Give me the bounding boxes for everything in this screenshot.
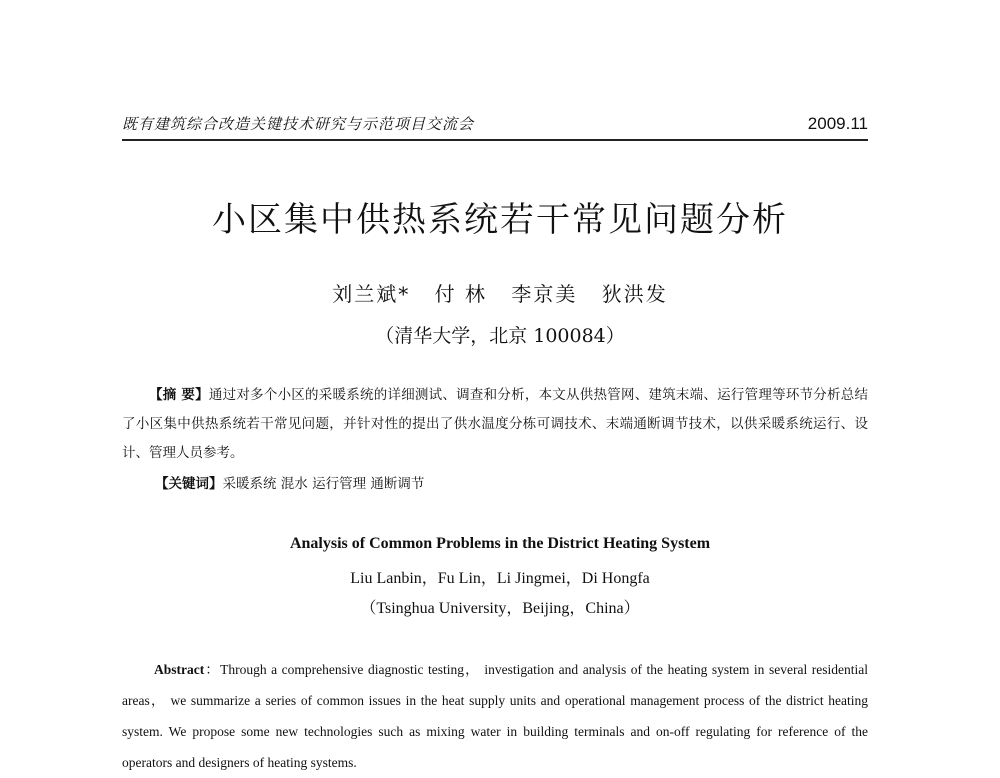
abstract-cn-text: 通过对多个小区的采暖系统的详细测试、调查和分析，本文从供热管网、建筑末端、运行管理等环节分析总结了小区集中供热系统若干常见问题，并针对性的提出了供水温度分栋可调技术、末端通断调节技术，以供采暖系统运行、设计、管理人员参考。: [122, 387, 869, 461]
header-rule: [122, 139, 868, 141]
author-cn: 刘兰斌*: [332, 282, 411, 306]
affiliation-cn: （清华大学，北京 100084）: [375, 325, 625, 347]
abstract-cn: [122, 381, 868, 468]
abstract-en-text: ：Through a comprehensive diagnostic testing， investigation and analysis of the heating system in several residential areas， we summarize a series of common issues in the heat supply units and operational management process of the district heating system. We propose some new technologies such as mixing water in building terminals and on-off regulating for reference of the operators and designers of heating systems.: [122, 662, 868, 770]
abstract-cn-label: 【摘 要】: [149, 387, 209, 403]
keywords-cn-text: 采暖系统 混水 运行管理 通断调节: [222, 476, 425, 492]
abstract-en-label: Abstract: [154, 662, 205, 677]
author-cn: 李京美: [511, 282, 578, 306]
author-list-en: Liu Lanbin，Fu Lin，Li Jingmei，Di Hongfa: [350, 570, 650, 587]
journal-name: 既有建筑综合改造关键技术研究与示范项目交流会: [122, 115, 475, 133]
author-list-cn: [0, 278, 1000, 307]
paper-title-en: Analysis of Common Problems in the District Heating System: [289, 535, 711, 552]
keywords-cn: [155, 472, 855, 492]
issue-date: 2009.11: [807, 114, 868, 133]
abstract-en: [122, 654, 868, 778]
keywords-cn-label: 【关键词】: [155, 476, 223, 492]
author-cn: 付 林: [434, 282, 487, 306]
author-cn: 狄洪发: [601, 282, 668, 306]
paper-title-cn: 小区集中供热系统若干常见问题分析: [212, 200, 788, 240]
running-head: [122, 113, 868, 134]
affiliation-en: （Tsinghua University，Beijing，China）: [360, 600, 640, 617]
